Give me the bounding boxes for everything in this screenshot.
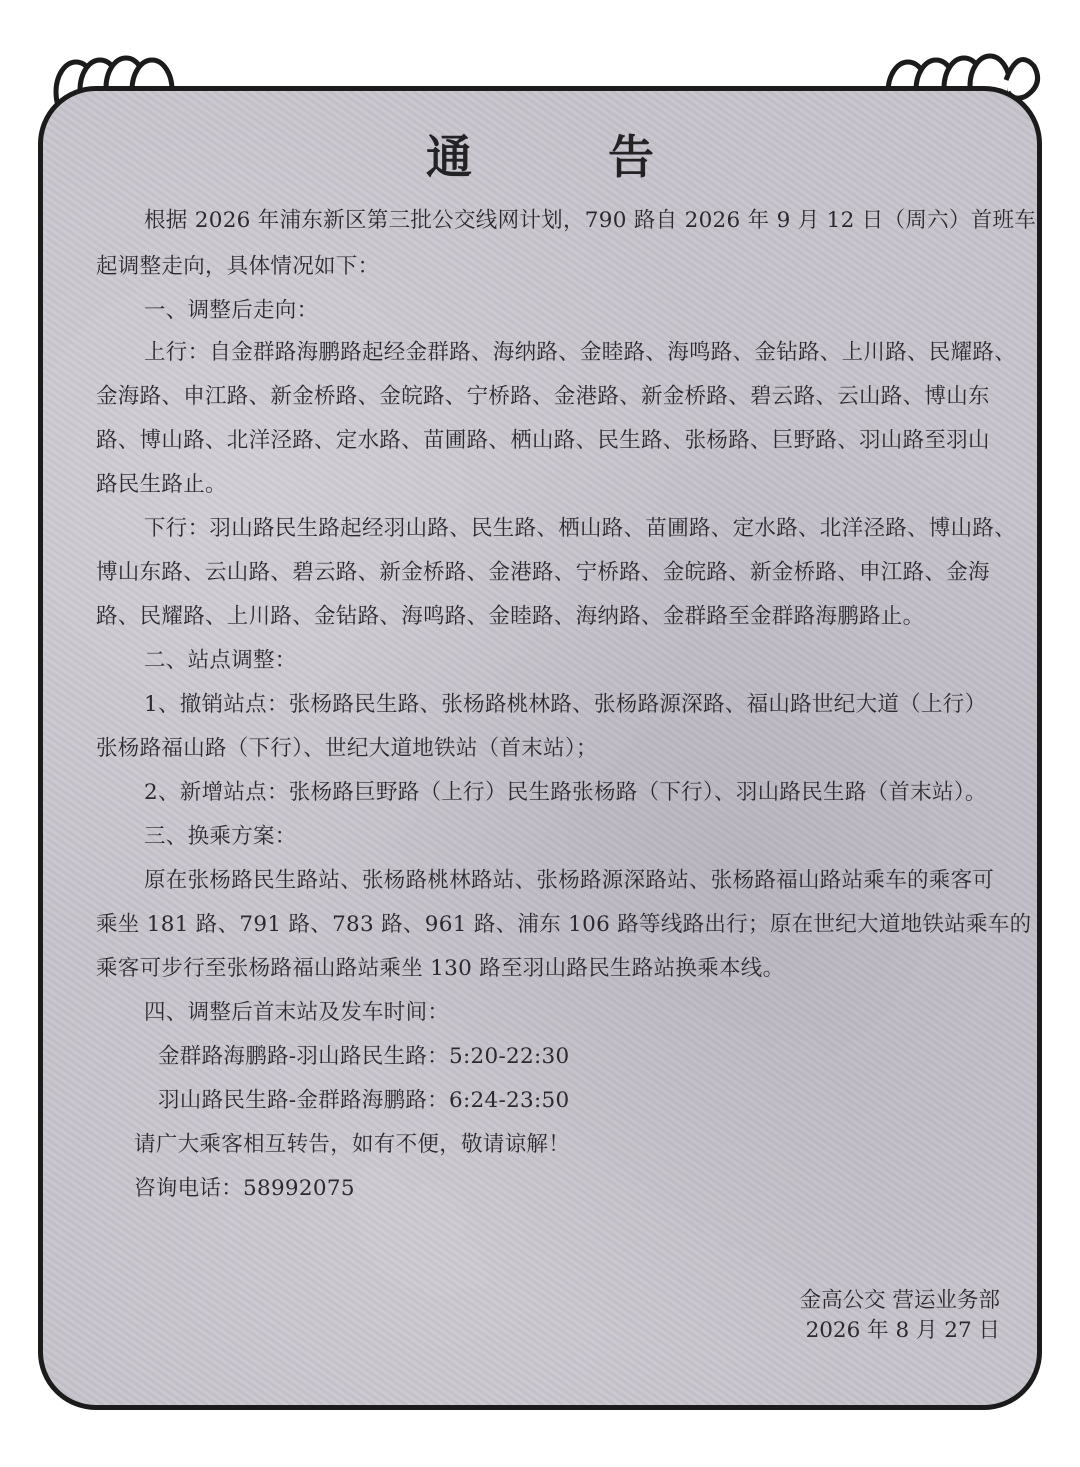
schedule-line: 羽山路民生路-金群路海鹏路：6:24-23:50 xyxy=(158,1088,570,1113)
paragraph-line: 起调整走向，具体情况如下： xyxy=(96,254,380,279)
section-heading: 三、换乘方案： xyxy=(144,824,297,849)
paragraph-line: 路、博山路、北洋泾路、定水路、苗圃路、栖山路、民生路、张杨路、巨野路、羽山路至羽山 xyxy=(96,428,990,453)
section-heading: 一、调整后走向： xyxy=(144,298,319,323)
closing-line: 请广大乘客相互转告，如有不便，敬请谅解！ xyxy=(134,1132,571,1157)
paragraph-line: 下行：羽山路民生路起经羽山路、民生路、栖山路、苗圃路、定水路、北洋泾路、博山路、 xyxy=(144,516,1017,541)
paragraph-line: 根据 2026 年浦东新区第三批公交线网计划，790 路自 2026 年 9 月 12 日（周六）首班车 xyxy=(144,208,1037,233)
paragraph-line: 路民生路止。 xyxy=(96,472,227,497)
paragraph-line: 路、民耀路、上川路、金钻路、海鸣路、金睦路、海纳路、金群路至金群路海鹏路止。 xyxy=(96,604,925,629)
signature-org: 金高公交 营运业务部 xyxy=(799,1288,1000,1313)
paragraph-line: 博山东路、云山路、碧云路、新金桥路、金港路、宁桥路、金皖路、新金桥路、申江路、金海 xyxy=(96,560,990,585)
paragraph-line: 乘客可步行至张杨路福山路站乘坐 130 路至羽山路民生路站换乘本线。 xyxy=(96,956,785,981)
paragraph-line: 张杨路福山路（下行）、世纪大道地铁站（首末站）； xyxy=(96,736,598,761)
contact-phone: 咨询电话：58992075 xyxy=(134,1176,355,1201)
notice-content xyxy=(46,120,1037,1360)
paragraph-line: 2、新增站点：张杨路巨野路（上行）民生路张杨路（下行）、羽山路民生路（首末站）。 xyxy=(144,780,987,805)
paragraph-line: 金海路、申江路、新金桥路、金皖路、宁桥路、金港路、新金桥路、碧云路、云山路、博山东 xyxy=(96,384,990,409)
section-heading: 四、调整后首末站及发车时间： xyxy=(144,1000,450,1025)
paragraph-line: 乘坐 181 路、791 路、783 路、961 路、浦东 106 路等线路出行；原在世纪大道地铁站乘车的 xyxy=(96,912,1032,937)
signature-date: 2026 年 8 月 27 日 xyxy=(805,1318,1000,1343)
schedule-line: 金群路海鹏路-羽山路民生路：5:20-22:30 xyxy=(158,1044,570,1069)
paragraph-line: 原在张杨路民生路站、张杨路桃林路站、张杨路源深路站、张杨路福山路站乘车的乘客可 xyxy=(144,868,995,893)
paragraph-line: 1、撤销站点：张杨路民生路、张杨路桃林路、张杨路源深路、福山路世纪大道（上行） xyxy=(144,692,987,717)
paragraph-line: 上行：自金群路海鹏路起经金群路、海纳路、金睦路、海鸣路、金钻路、上川路、民耀路、 xyxy=(144,340,1017,365)
section-heading: 二、站点调整： xyxy=(144,648,297,673)
notice-title: 通 告 xyxy=(425,130,714,184)
